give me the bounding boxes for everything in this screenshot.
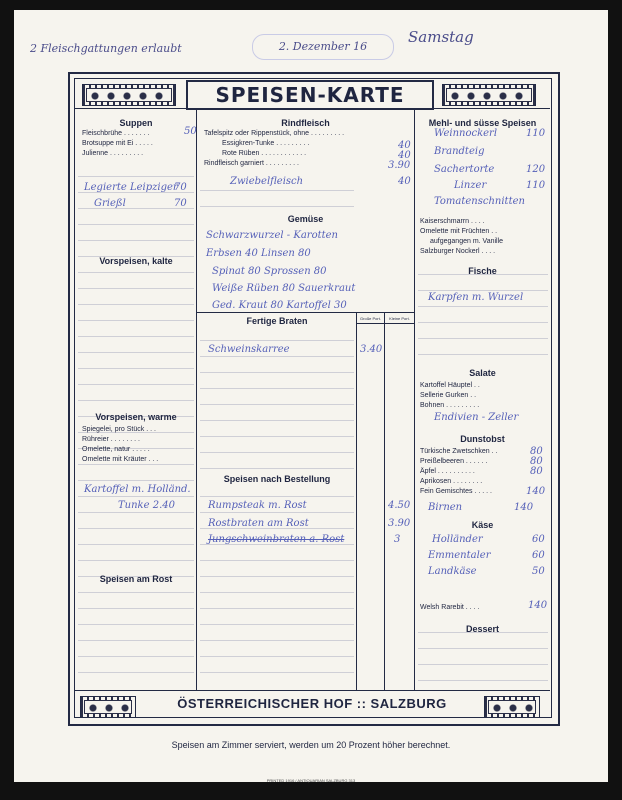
rindfleisch-item-1: Tafelspitz oder Rippenstück, ohne . . . . . . . . .: [204, 130, 345, 137]
gemuese-hw-4: Weiße Rüben 80 Sauerkraut: [212, 283, 356, 294]
ruled-line: [200, 640, 354, 641]
section-fische: Fische: [468, 266, 497, 276]
kaese-hw-1: Holländer: [432, 534, 483, 545]
ruled-line: [78, 496, 194, 497]
ruled-line: [200, 388, 354, 389]
column-divider-left: [196, 108, 197, 690]
bestellung-hw-3: Jungschweinbraten a. Rost: [208, 534, 345, 545]
kaese-price-1: 140: [528, 600, 548, 611]
rindfleisch-price-1: 40: [398, 140, 411, 151]
ruled-line: [200, 372, 354, 373]
section-speisen-am-rost: Speisen am Rost: [99, 574, 173, 584]
bestellung-hw-price-3: 3: [394, 534, 401, 545]
section-speisen-nach-bestellung: Speisen nach Bestellung: [223, 474, 331, 484]
bestellung-hw-1: Rumpsteak m. Rost: [208, 500, 307, 511]
ruled-line: [78, 176, 194, 177]
hotel-name: ÖSTERREICHISCHER HOF :: SALZBURG: [177, 695, 447, 711]
ruled-line: [78, 224, 194, 225]
surcharge-note: Speisen am Zimmer serviert, werden um 20 Prozent höher berechnet.: [171, 740, 451, 750]
warme-item-3: Omelette, natur . . . . .: [82, 446, 150, 453]
dunstobst-price-2: 80: [530, 456, 543, 467]
suppen-hw-1: Legierte Leipziger: [84, 182, 178, 193]
ruled-line: [200, 496, 354, 497]
section-vorspeisen-kalte: Vorspeisen, kalte: [99, 256, 173, 266]
section-kaese: Käse: [471, 520, 494, 530]
braten-hw-1: Schweinskarree: [208, 344, 290, 355]
section-vorspeisen-warme: Vorspeisen, warme: [95, 412, 177, 422]
header-divider: [75, 108, 550, 109]
dunstobst-price-3: 80: [530, 466, 543, 477]
ruled-line: [200, 624, 354, 625]
ruled-line: [200, 560, 354, 561]
ruled-line: [418, 306, 548, 307]
ruled-line: [78, 400, 194, 401]
ruled-line: [418, 338, 548, 339]
ruled-line: [200, 592, 354, 593]
mehl-hw-2: Brandteig: [434, 146, 485, 157]
ruled-line: [78, 368, 194, 369]
ruled-line: [418, 354, 548, 355]
ruled-line: [200, 672, 354, 673]
footer-divider: [75, 690, 550, 691]
ruled-line: [78, 320, 194, 321]
bestellung-hw-2: Rostbraten am Rost: [208, 518, 309, 529]
ruled-line: [200, 404, 354, 405]
printer-mark: PRINTED 1916 / ANTIQUARIAN SALZBURG 313: [266, 778, 356, 783]
ornament-bottom-left: [80, 696, 136, 718]
kaese-hw-3: Landkäse: [428, 566, 477, 577]
handwritten-day: Samstag: [408, 28, 474, 46]
title-box: [186, 80, 434, 110]
rindfleisch-hw-1: Zwiebelfleisch: [230, 176, 304, 187]
ruled-line: [200, 656, 354, 657]
dunstobst-price-1: 80: [530, 446, 543, 457]
column-divider-right: [414, 108, 415, 690]
ornament-top-left: [82, 84, 176, 106]
braten-hw-price-1: 3.40: [360, 344, 383, 355]
ruled-line: [200, 356, 354, 357]
ruled-line: [78, 384, 194, 385]
kaese-item-1: Welsh Rarebit . . . .: [420, 604, 480, 611]
section-salate: Salate: [469, 368, 496, 378]
rindfleisch-item-3: Rote Rüben . . . . . . . . . . . .: [222, 150, 307, 157]
ruled-line: [78, 480, 194, 481]
port-col-line-2: [384, 312, 385, 690]
dunstobst-price-5: 140: [526, 486, 546, 497]
mehl-hw-5: Tomatenschnitten: [434, 196, 525, 207]
bestellung-hw-price-1: 4.50: [388, 500, 411, 511]
ruled-line: [78, 672, 194, 673]
rindfleisch-hw-price-1: 40: [398, 176, 411, 187]
mehl-hw-3: Sachertorte: [434, 164, 495, 175]
salate-hw-1: Endivien - Zeller: [434, 412, 519, 423]
ruled-line: [200, 206, 354, 207]
ruled-line: [418, 648, 548, 649]
rindfleisch-item-4: Rindfleisch garniert . . . . . . . . .: [204, 160, 299, 167]
ruled-line: [78, 304, 194, 305]
menu-sheet: [14, 10, 608, 782]
ruled-line: [78, 640, 194, 641]
warme-hw-1: Kartoffel m. Holländ.: [84, 484, 191, 495]
kaese-hw-2: Emmentaler: [428, 550, 491, 561]
warme-item-2: Rühreier . . . . . . . .: [82, 436, 140, 443]
ruled-line: [200, 608, 354, 609]
handwritten-note: 2 Fleischgattungen erlaubt: [30, 42, 182, 55]
warme-item-1: Spiegelei, pro Stück . . .: [82, 426, 156, 433]
mehl-item-4: Salzburger Nockerl . . . .: [420, 248, 496, 255]
fische-hw-1: Karpfen m. Wurzel: [428, 292, 524, 303]
ruled-line: [200, 436, 354, 437]
kaese-hw-price-2: 60: [532, 550, 545, 561]
ruled-line: [78, 240, 194, 241]
ruled-line: [200, 452, 354, 453]
mehl-item-1: Kaiserschmarrn . . . .: [420, 218, 485, 225]
dunstobst-item-4: Aprikosen . . . . . . . .: [420, 478, 483, 485]
section-fertige-braten: Fertige Braten: [246, 316, 308, 326]
ruled-line: [418, 290, 548, 291]
salate-item-1: Kartoffel Häuptel . .: [420, 382, 480, 389]
dunstobst-item-1: Türkische Zwetschken . .: [420, 448, 498, 455]
section-dunstobst: Dunstobst: [460, 434, 505, 444]
ruled-line: [78, 608, 194, 609]
handwritten-date: 2. Dezember 16: [252, 34, 394, 60]
gemuese-hw-1: Schwarzwurzel - Karotten: [206, 230, 338, 241]
ruled-line: [78, 544, 194, 545]
col-small-portion: Kleine Port.: [389, 316, 410, 321]
suppen-hw-2: Grießl: [94, 198, 126, 209]
ornament-top-right: [442, 84, 536, 106]
ruled-line: [78, 288, 194, 289]
suppen-item-3: Julienne . . . . . . . . .: [82, 150, 144, 157]
ruled-line: [78, 656, 194, 657]
gemuese-hw-3: Spinat 80 Sprossen 80: [212, 266, 327, 277]
ruled-line: [418, 664, 548, 665]
section-gemuese: Gemüse: [287, 214, 324, 224]
col-large-portion: Große Port.: [360, 316, 381, 321]
dunstobst-hw-price-1: 140: [514, 502, 534, 513]
kaese-hw-price-1: 60: [532, 534, 545, 545]
braten-divider: [197, 312, 414, 313]
mehl-item-3: aufgegangen m. Vanille: [430, 238, 504, 245]
ruled-line: [78, 464, 194, 465]
ruled-line: [200, 340, 354, 341]
port-header-line: [357, 323, 414, 324]
gemuese-hw-2: Erbsen 40 Linsen 80: [206, 248, 311, 259]
section-mehl-speisen: Mehl- und süsse Speisen: [428, 118, 537, 128]
ruled-line: [418, 680, 548, 681]
rindfleisch-price-2: 40: [398, 150, 411, 161]
ruled-line: [200, 576, 354, 577]
ruled-line: [78, 624, 194, 625]
rindfleisch-price-3: 3.90: [388, 160, 411, 171]
ruled-line: [78, 512, 194, 513]
salate-item-2: Sellerie Gurken . .: [420, 392, 477, 399]
mehl-hw-1: Weinnockerl: [434, 128, 498, 139]
section-rindfleisch: Rindfleisch: [281, 118, 330, 128]
suppen-item-1: Fleischbrühe . . . . . . .: [82, 130, 150, 137]
ruled-line: [200, 420, 354, 421]
warme-hw-2: Tunke 2.40: [118, 500, 175, 511]
dunstobst-item-5: Fein Gemischtes . . . . .: [420, 488, 492, 495]
port-col-line-1: [356, 312, 357, 690]
mehl-hw-4: Linzer: [454, 180, 487, 191]
suppen-hw-price-2: 70: [174, 198, 187, 209]
gemuese-hw-5: Ged. Kraut 80 Kartoffel 30: [212, 300, 347, 311]
warme-item-4: Omelette mit Kräuter . . .: [82, 456, 159, 463]
bestellung-hw-price-2: 3.90: [388, 518, 411, 529]
mehl-item-2: Omelette mit Früchten . .: [420, 228, 498, 235]
suppen-item-2: Brotsuppe mit Ei . . . . .: [82, 140, 153, 147]
menu-title: SPEISEN-KARTE: [215, 83, 405, 107]
suppen-hw-price-1: 70: [174, 182, 187, 193]
dunstobst-item-3: Äpfel . . . . . . . . . .: [420, 468, 475, 475]
footer-box: [141, 694, 483, 712]
ruled-line: [200, 512, 354, 513]
ruled-line: [78, 560, 194, 561]
ornament-bottom-right: [484, 696, 540, 718]
salate-item-3: Bohnen . . . . . . . . .: [420, 402, 480, 409]
ruled-line: [78, 272, 194, 273]
mehl-hw-price-4: 110: [526, 180, 546, 191]
rindfleisch-item-2: Essigkren-Tunke . . . . . . . . .: [222, 140, 310, 147]
mehl-hw-price-1: 110: [526, 128, 546, 139]
ruled-line: [200, 190, 354, 191]
mehl-hw-price-3: 120: [526, 164, 546, 175]
section-dessert: Dessert: [465, 624, 500, 634]
dunstobst-hw-1: Birnen: [428, 502, 463, 513]
dunstobst-item-2: Preißelbeeren . . . . . .: [420, 458, 488, 465]
ruled-line: [78, 336, 194, 337]
ruled-line: [418, 322, 548, 323]
ruled-line: [78, 592, 194, 593]
ruled-line: [78, 352, 194, 353]
ruled-line: [200, 468, 354, 469]
section-suppen: Suppen: [119, 118, 153, 128]
ruled-line: [78, 528, 194, 529]
kaese-hw-price-3: 50: [532, 566, 545, 577]
suppen-price: 50: [184, 126, 197, 137]
